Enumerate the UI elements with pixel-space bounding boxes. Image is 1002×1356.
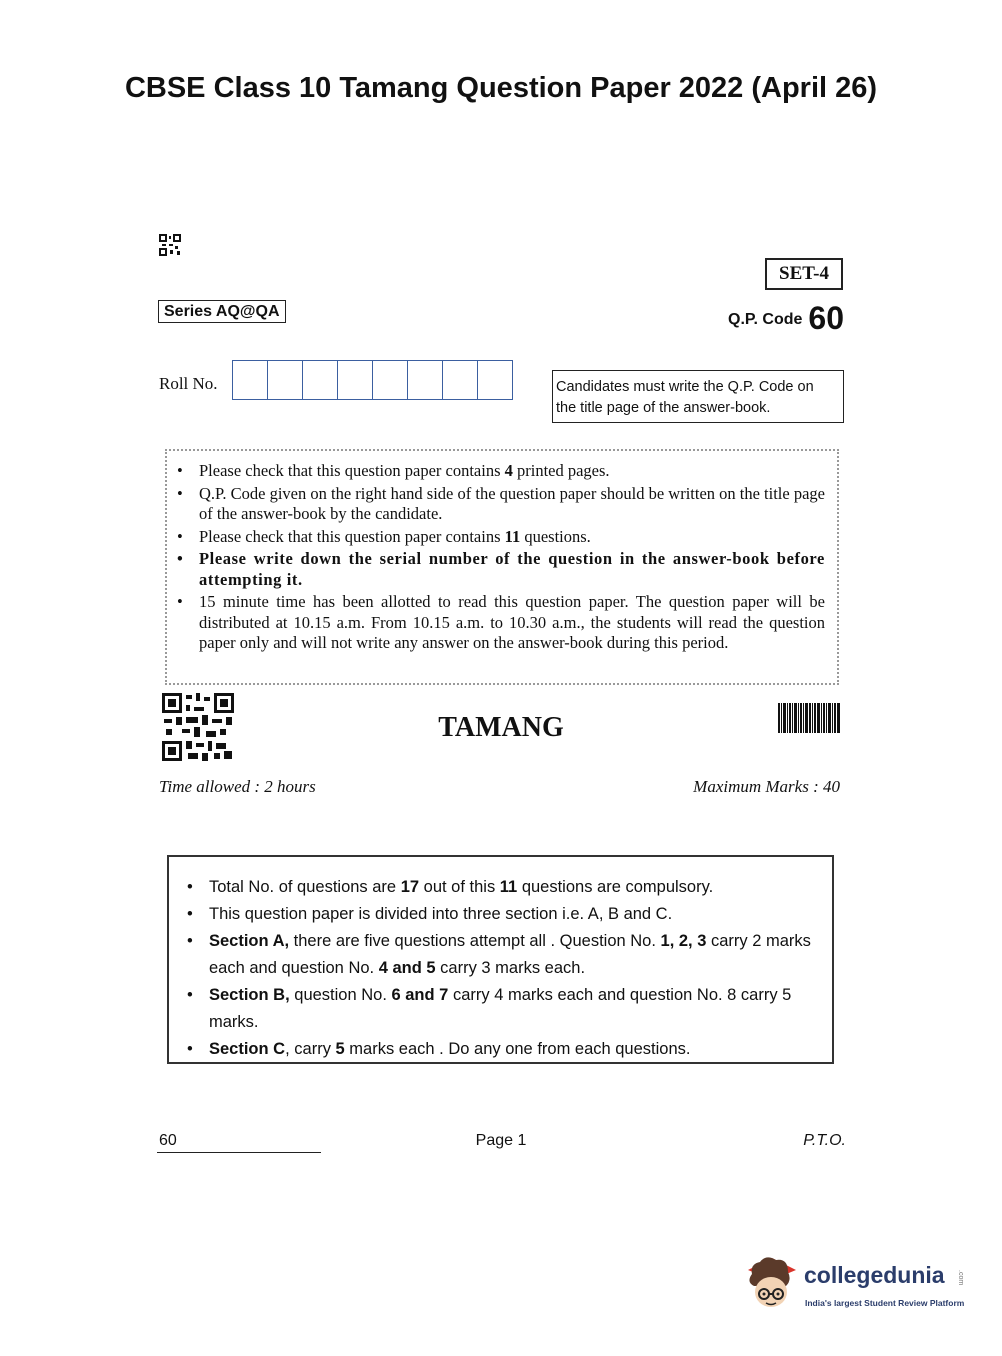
roll-digit-box xyxy=(443,361,478,399)
roll-digit-box xyxy=(233,361,268,399)
general-instruction-item: • Section A, there are five questions attempt all . Question No. 1, 2, 3 carry 2 marks each and question No. 4 and 5 carry 3 marks each. xyxy=(185,928,824,982)
subject-title: TAMANG xyxy=(438,712,564,743)
roll-number-boxes xyxy=(232,360,513,400)
footer-divider xyxy=(157,1152,321,1153)
qp-code xyxy=(728,300,844,337)
instruction-item: • 15 minute time has been allotted to read this question paper. The question paper will be distributed at 10.15 a.m. From 10.15 a.m. to 10.30 a.m., the students will read the question paper only and will not write any answer on the answer-book during this period. xyxy=(175,592,825,654)
page-number: Page 1 xyxy=(475,1132,527,1149)
collegedunia-mascot-icon xyxy=(742,1250,800,1312)
qp-code-label: Q.P. Code xyxy=(728,311,803,328)
small-qr-code-icon xyxy=(159,234,181,256)
pto-label: P.T.O. xyxy=(803,1132,846,1149)
document-title: CBSE Class 10 Tamang Question Paper 2022 (April 26) xyxy=(124,72,878,104)
instruction-item: • Please check that this question paper contains 4 printed pages. xyxy=(175,461,825,482)
instruction-item: • Q.P. Code given on the right hand side of the question paper should be written on the title page of the answer-book by the candidate. xyxy=(175,484,825,525)
barcode-icon xyxy=(778,703,840,733)
roll-number-label: Roll No. xyxy=(159,374,218,393)
series-label: Series AQ@QA xyxy=(158,300,286,323)
general-instruction-item: • Section C, carry 5 marks each . Do any one from each questions. xyxy=(185,1036,824,1063)
roll-digit-box xyxy=(408,361,443,399)
general-instruction-item: • This question paper is divided into three section i.e. A, B and C. xyxy=(185,901,824,928)
general-instruction-item: • Total No. of questions are 17 out of this 11 questions are compulsory. xyxy=(185,874,824,901)
set-number-box: SET-4 xyxy=(765,258,843,290)
instructions-list xyxy=(175,461,825,654)
roll-digit-box xyxy=(478,361,512,399)
instructions-box xyxy=(165,449,839,685)
instruction-item: • Please check that this question paper contains 11 questions. xyxy=(175,527,825,548)
general-instructions-list xyxy=(185,874,824,1063)
roll-digit-box xyxy=(373,361,408,399)
roll-digit-box xyxy=(338,361,373,399)
general-instructions-box xyxy=(167,855,834,1064)
general-instruction-item: • Section B, question No. 6 and 7 carry 4 marks each and question No. 8 carry 5 marks. xyxy=(185,982,824,1036)
brand-name: collegedunia xyxy=(804,1262,945,1288)
candidates-note-line: the title page of the answer-book. xyxy=(556,400,771,416)
instruction-item: • Please write down the serial number of the question in the answer-book before attempting it. xyxy=(175,549,825,590)
qp-code-value: 60 xyxy=(808,300,844,336)
brand-tagline: India's largest Student Review Platform xyxy=(805,1298,965,1308)
candidates-note-box xyxy=(552,370,844,423)
maximum-marks: Maximum Marks : 40 xyxy=(693,777,840,796)
candidates-note-line: Candidates must write the Q.P. Code on xyxy=(556,379,814,395)
roll-digit-box xyxy=(268,361,303,399)
brand-domain: .com xyxy=(957,1270,964,1286)
footer-qp-code: 60 xyxy=(159,1132,177,1149)
time-allowed: Time allowed : 2 hours xyxy=(159,777,316,796)
roll-digit-box xyxy=(303,361,338,399)
